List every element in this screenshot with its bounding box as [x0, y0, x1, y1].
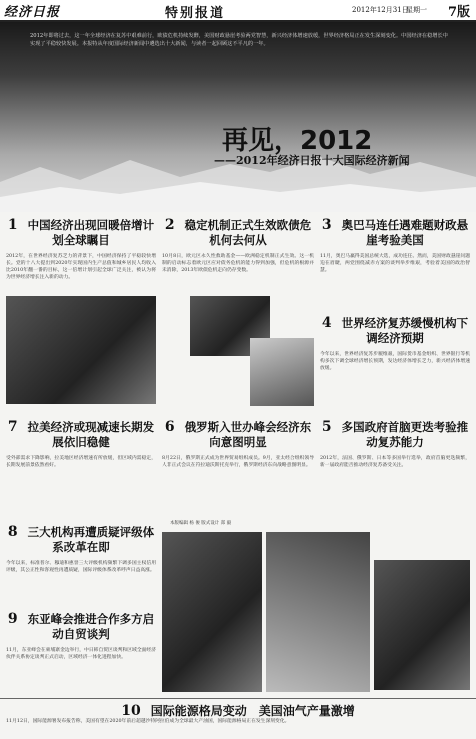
article-body: 11月，奥巴马赢得美国总统大选，成功连任。然而，美国财政悬崖问题迫在眉睫，两党围绕减赤方案的谈判举步维艰，考验着美国的政治智慧。 — [320, 254, 471, 273]
article-body: 8月22日，俄罗斯正式成为世界贸易组织成员。9月，亚太经合组织领导人非正式会议在符拉迪沃斯托克举行，俄罗斯经济东向战略意图明显。 — [162, 456, 314, 468]
page-number: 7版 — [448, 5, 471, 20]
article-title: 多国政府首脑更迭考验推动复苏能力 — [341, 420, 469, 449]
article-6-photo-1 — [162, 532, 262, 692]
article-6 — [162, 420, 314, 469]
article-number: 4 — [321, 315, 332, 331]
article-title: 世界经济复苏缓慢机构下调经济预期 — [341, 316, 469, 345]
article-number: 5 — [321, 419, 332, 435]
article-number: 2 — [164, 217, 175, 233]
article-title: 中国经济出现回暖倍增计划全球瞩目 — [27, 218, 155, 247]
article-number: 3 — [321, 217, 332, 233]
article-title: 国际能源格局变动 美国油气产量激增 — [150, 704, 355, 718]
article-2-photo-2 — [250, 338, 314, 406]
article-number: 6 — [164, 419, 175, 435]
hero-banner — [0, 22, 476, 212]
article-7 — [6, 420, 156, 469]
article-body: 今年以来，世界经济复苏步履维艰，国际货币基金组织、世界银行等机构多次下调全球经济增长预期，发达经济体增长乏力，新兴经济体增速放缓。 — [320, 352, 470, 371]
article-1 — [6, 218, 156, 281]
masthead — [0, 0, 476, 22]
article-number: 9 — [7, 611, 18, 627]
article-1-photo — [6, 296, 156, 404]
article-6-photo-2 — [266, 532, 370, 692]
article-title: 三大机构再遭质疑评级体系改革在即 — [27, 525, 155, 554]
divider — [0, 698, 476, 699]
article-5-photo — [374, 560, 470, 690]
article-9 — [6, 612, 156, 661]
article-title: 东亚峰会推进合作多方启动自贸谈判 — [27, 612, 155, 641]
article-title: 奥巴马连任遇难题财政悬崖考验美国 — [341, 218, 469, 247]
hero-intro: 2012年即将过去，这一年全球经济在复苏中艰难前行，欧债危机持续发酵，美国财政悬崖考验两党智慧，新兴经济体增速放缓，世界经济格局正在发生深刻变化。中国经济在稳增长中实现了平稳较快发展。本报特从年度国际经济新闻中遴选出十大新闻，与读者一起回顾这不平凡的一年。 — [30, 33, 448, 47]
article-number: 8 — [7, 524, 18, 540]
article-3 — [320, 218, 470, 274]
article-5 — [320, 420, 470, 469]
article-title: 稳定机制正式生效欧债危机何去何从 — [184, 218, 312, 247]
article-number: 7 — [7, 419, 18, 435]
article-body: 2012年，在世界经济复苏乏力的背景下，中国经济保持了平稳较快增长。党的十八大提出到2020年实现国内生产总值和城乡居民人均收入比2010年翻一番的目标，这一倍增计划引起全球广泛关注，被认为将为世界经济增长注入新的动力。 — [6, 254, 156, 280]
hero-subtitle: ——2012年经济日报十大国际经济新闻 — [214, 154, 410, 167]
newspaper-logo: 经济日报 — [4, 5, 61, 20]
editor-credit: 本版编辑 杨 俊 版式设计 郑 毅 — [170, 521, 232, 526]
article-10-body: 11月12日，国际能源署发布报告称，美国有望在2020年前后超越沙特阿拉伯成为全球最大产油国，国际能源格局正在发生深刻变化。 — [6, 719, 290, 724]
article-body: 2012年，法国、俄罗斯、日本等多国举行选举，政府首脑更迭频繁，新一届政府能否推动经济复苏备受关注。 — [320, 456, 470, 468]
article-number: 10 — [121, 703, 141, 719]
issue-date: 2012年12月31日 — [352, 6, 409, 14]
article-title: 拉美经济或现减速长期发展依旧稳健 — [27, 420, 155, 449]
article-2 — [162, 218, 314, 274]
section-title: 特别报道 — [165, 6, 226, 21]
article-10-title — [0, 702, 476, 719]
article-body: 受外部需求下降影响，拉美地区经济增速有所放缓，但区域内需稳定，长期发展前景依然看好。 — [6, 456, 156, 468]
article-4 — [320, 316, 470, 372]
article-number: 1 — [7, 217, 18, 233]
article-body: 11月，东亚峰会在柬埔寨金边举行，中日韩自贸区谈判和区域全面经济伙伴关系协定谈判正式启动，区域经济一体化进程加快。 — [6, 648, 157, 660]
article-title: 俄罗斯入世办峰会经济东向意图明显 — [184, 420, 312, 449]
article-body: 今年以来，标准普尔、穆迪和惠誉三大评级机构频繁下调多国主权信用评级，其公正性和客观性再遭质疑，国际评级体系改革呼声日益高涨。 — [6, 561, 156, 573]
issue-weekday: 星期一 — [406, 6, 427, 14]
article-body: 10月8日，欧元区永久性救助基金——欧洲稳定机制正式生效。这一机制的启动标志着欧元区应对债务危机的能力得到加强，但危机的根源并未消除，2013年欧债危机走向仍存变数。 — [162, 254, 314, 273]
hero-title: 再见，2012 — [222, 126, 373, 156]
article-8 — [6, 525, 156, 574]
